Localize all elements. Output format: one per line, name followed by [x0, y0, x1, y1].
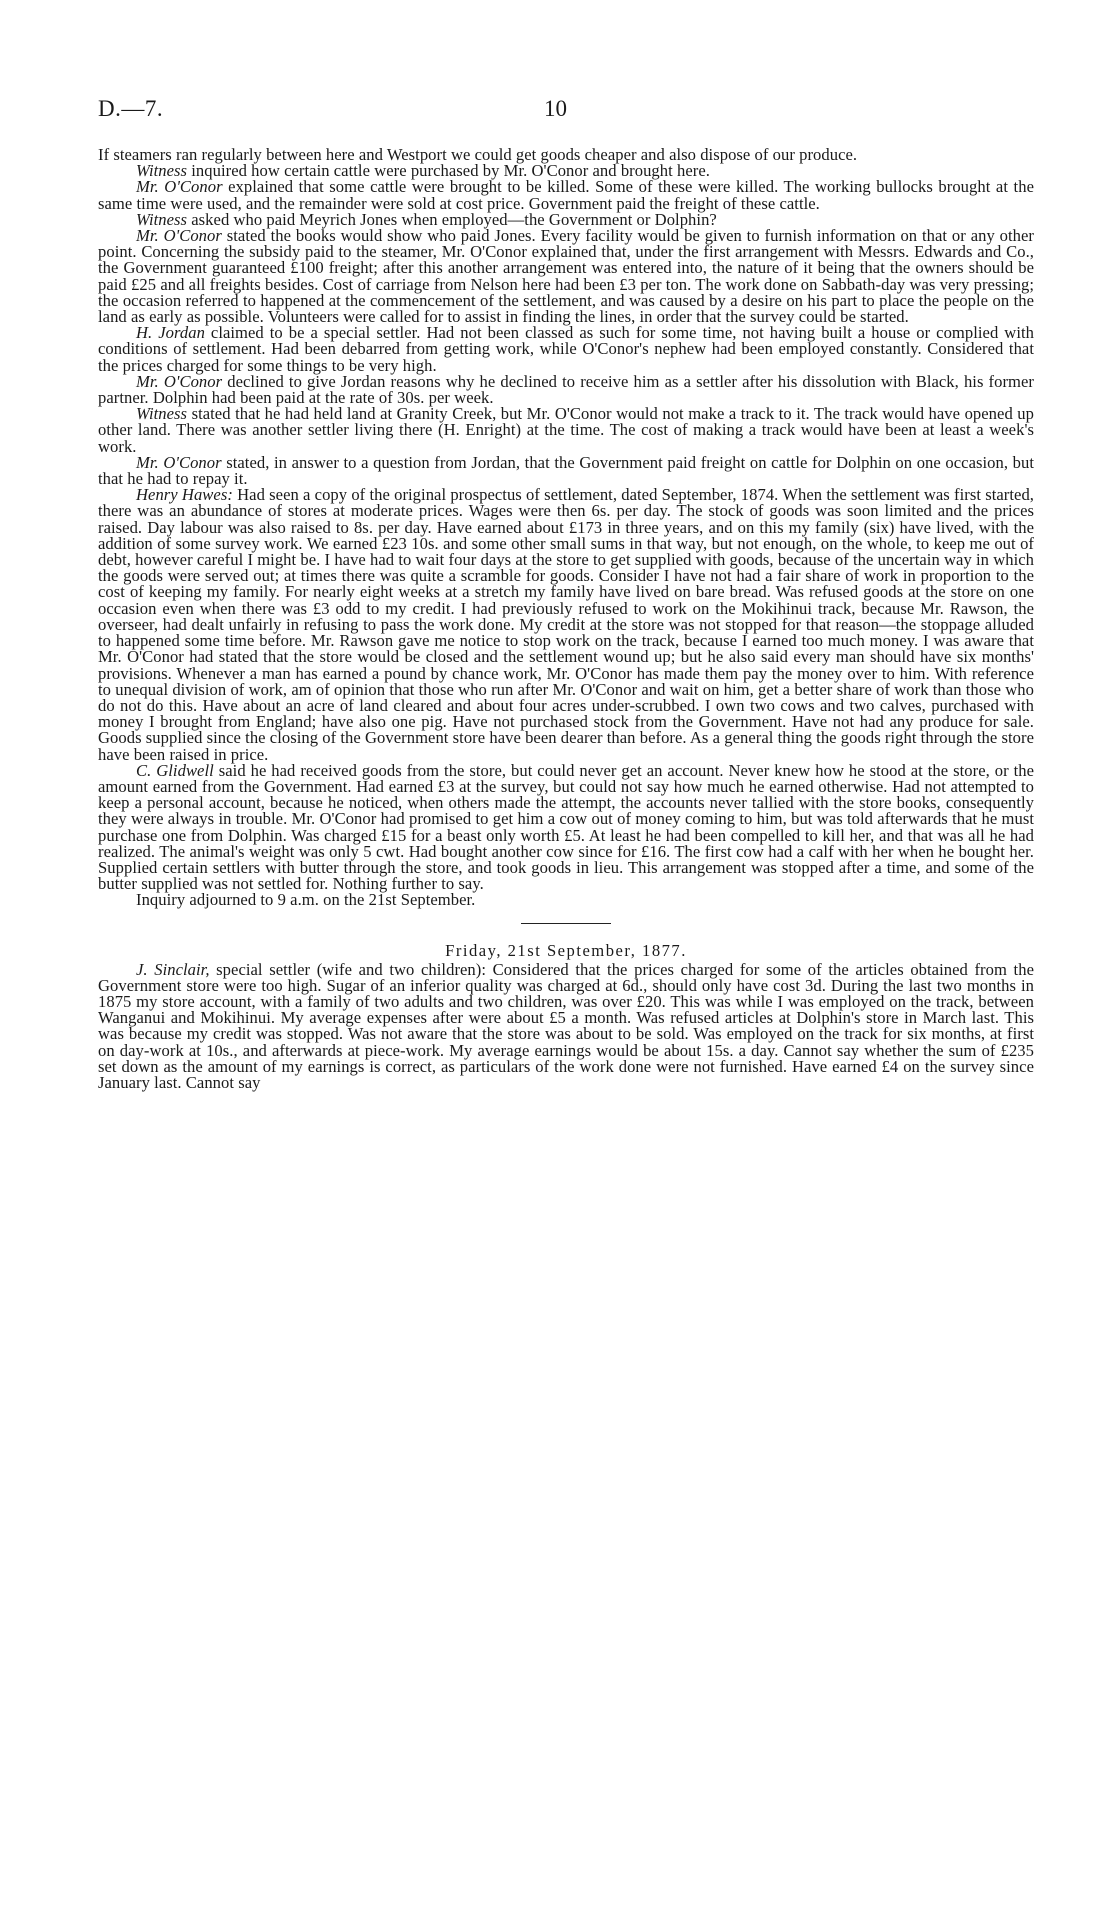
- paragraph: Mr. O'Conor explained that some cattle were brought to be killed. Some of these were killed. The working bullocks brought at the same time were used, and the remainder were sold at cost price. Government paid the freight of these cattle.: [98, 177, 1034, 213]
- paragraph: Mr. O'Conor declined to give Jordan reasons why he declined to receive him as a settler after his dissolution with Black, his former partner. Dolphin had been paid at the rate of 30s. per week.: [98, 371, 1034, 408]
- page-header: [98, 96, 1034, 130]
- paragraph: Witness asked who paid Meyrich Jones when employed—the Government or Dolphin?: [136, 209, 717, 229]
- section-divider: [521, 923, 611, 924]
- section-heading: Friday, 21st September, 1877.: [445, 940, 687, 960]
- speaker-name: H. Jordan: [136, 323, 205, 343]
- speaker-name: Mr. O'Conor: [136, 177, 223, 197]
- speaker-name: Witness: [136, 404, 188, 424]
- speaker-name: Mr. O'Conor: [136, 371, 223, 391]
- speaker-name: J. Sinclair,: [136, 959, 210, 979]
- page-number: 10: [544, 96, 567, 121]
- document-reference: D.—7.: [98, 96, 164, 121]
- paragraph: If steamers ran regularly between here and Westport we could get goods cheaper and also dispose of our produce.: [98, 145, 858, 164]
- speaker-name: Mr. O'Conor: [136, 452, 222, 472]
- paragraph: Henry Hawes: Had seen a copy of the original prospectus of settlement, dated September, 1874. When the settlement was first started, there was an abundance of stores at moderate prices. Wages were then 6s. per day. The stock of goods was soon limited and the prices raised. Day labour was also raised to 8s. per day. Have earned about £173 in three years, and on this my family (six) have lived, with the addition of some survey work. We earned £23 10s. and some other small sums in that way, but not enough, on the whole, to keep me out of debt, however careful I might be. I have had to wait four days at the store to get supplied with goods, because of the uncertain way in which the goods were served out; at times there was quite a scramble for goods. Consider I have not had a fair share of work in proportion to the cost of keeping my family. For nearly eight weeks at a stretch my family have lived on bare bread. Was refused goods at the store on one occasion even when there was £3 odd to my credit. I had previously refused to work on the Mokihinui track, because Mr. Rawson, the overseer, had dealt unfairly in refusing to pass the work done. My credit at the store was not stopped for that reason—the stoppage alluded to happened some time before. Mr. Rawson gave me notice to stop work on the track, because I earned too much money. I was aware that Mr. O'Conor had stated that the store would be closed and the settlement wound up; but he also said every man should have six months' provisions. Whenever a man has earned a pound by chance work, Mr. O'Conor has made them pay the money over to him. With reference to unequal division of work, am of opinion that those who run after Mr. O'Conor and wait on him, get a better share of work than those who do not do this. Have about an acre of land cleared and about four acres under-scrubbed. I own two cows and two calves, purchased with money I brought from England; have also one pig. Have not purchased stock from the Government. Have not had any produce for sale. Goods supplied since the closing of the Government store have been dearer than before. As a general thing the goods right through the store have been raised in price.: [98, 485, 1035, 764]
- speaker-name: Witness: [136, 209, 188, 229]
- paragraph: Witness stated that he had held land at Granity Creek, but Mr. O'Conor would not make a track to it. The track would have opened up other land. There was another settler living there (H. Enright) at the time. The cost of making a track would have been at least a week's work.: [98, 404, 1034, 456]
- paragraph: Inquiry adjourned to 9 a.m. on the 21st September.: [136, 890, 476, 910]
- document-body: [98, 147, 1034, 1091]
- speaker-name: C. Glidwell: [136, 760, 214, 780]
- paragraph: H. Jordan claimed to be a special settler. Had not been classed as such for some time, not having built a house or complied with conditions of settlement. Had been debarred from getting work, while O'Conor's nephew had been employed constantly. Considered that the prices charged for some things to be very high.: [98, 323, 1035, 375]
- paragraph: C. Glidwell said he had received goods from the store, but could never get an account. Never knew how he stood at the store, or the amount earned from the Government. Had earned £3 at the survey, but could not say how much he earned otherwise. Had not attempted to keep a personal account, because he noticed, when others made the attempt, the accounts never tallied with the store books, consequently they were always in trouble. Mr. O'Conor had promised to get him a cow out of money coming to him, but was told afterwards that he must purchase one from Dolphin. Was charged £15 for a beast only worth £5. At least he had been compelled to kill her, and that was all he had realized. The animal's weight was only 5 cwt. Had bought another cow since for £16. The first cow had a calf with her when he bought her. Supplied certain settlers with butter through the store, and took goods in lieu. This arrangement was stopped after a time, and some of the butter supplied was not settled for. Nothing further to say.: [98, 760, 1035, 894]
- paragraph: Mr. O'Conor stated, in answer to a question from Jordan, that the Government paid freight on cattle for Dolphin on one occasion, but that he had to repay it.: [98, 452, 1034, 489]
- speaker-name: Henry Hawes:: [136, 485, 233, 505]
- paragraph: Witness inquired how certain cattle were purchased by Mr. O'Conor and brought here.: [136, 161, 710, 181]
- paragraph: Mr. O'Conor stated the books would show who paid Jones. Every facility would be given to furnish information on that or any other point. Concerning the subsidy paid to the steamer, Mr. O'Conor explained that, under the first arrangement with Messrs. Edwards and Co., the Government guaranteed £100 freight; after this another arrangement was entered into, the nature of it being that the owners should be paid £25 and all freights besides. Cost of carriage from Nelson here had been £3 per ton. The work done on Sabbath-day was very pressing; the occasion referred to happened at the commencement of the settlement, and was caused by a desire on his part to place the people on the land as early as possible. Volunteers were called for to assist in finding the lines, in order that the survey could be started.: [98, 226, 1034, 327]
- speaker-name: Mr. O'Conor: [136, 226, 222, 246]
- speaker-name: Witness: [136, 161, 188, 181]
- paragraph: J. Sinclair, special settler (wife and two children): Considered that the prices charged for some of the articles obtained from the Government store were too high. Sugar of an inferior quality was charged at 6d., should only have cost 3d. During the last two months in 1875 my store account, with a family of two adults and two children, was over £20. This was while I was employed on the track, between Wanganui and Mokihinui. My average expenses after were about £5 a month. Was refused articles at Dolphin's store in March last. This was because my credit was stopped. Was not aware that the store was about to be sold. Was employed on the track for six months, at first on day-work at 10s., and afterwards at piece-work. My average earnings would be about 15s. a day. Cannot say whether the sum of £235 set down as the amount of my earnings is correct, as particulars of the work done were not furnished. Have earned £4 on the survey since January last. Cannot say: [98, 959, 1034, 1092]
